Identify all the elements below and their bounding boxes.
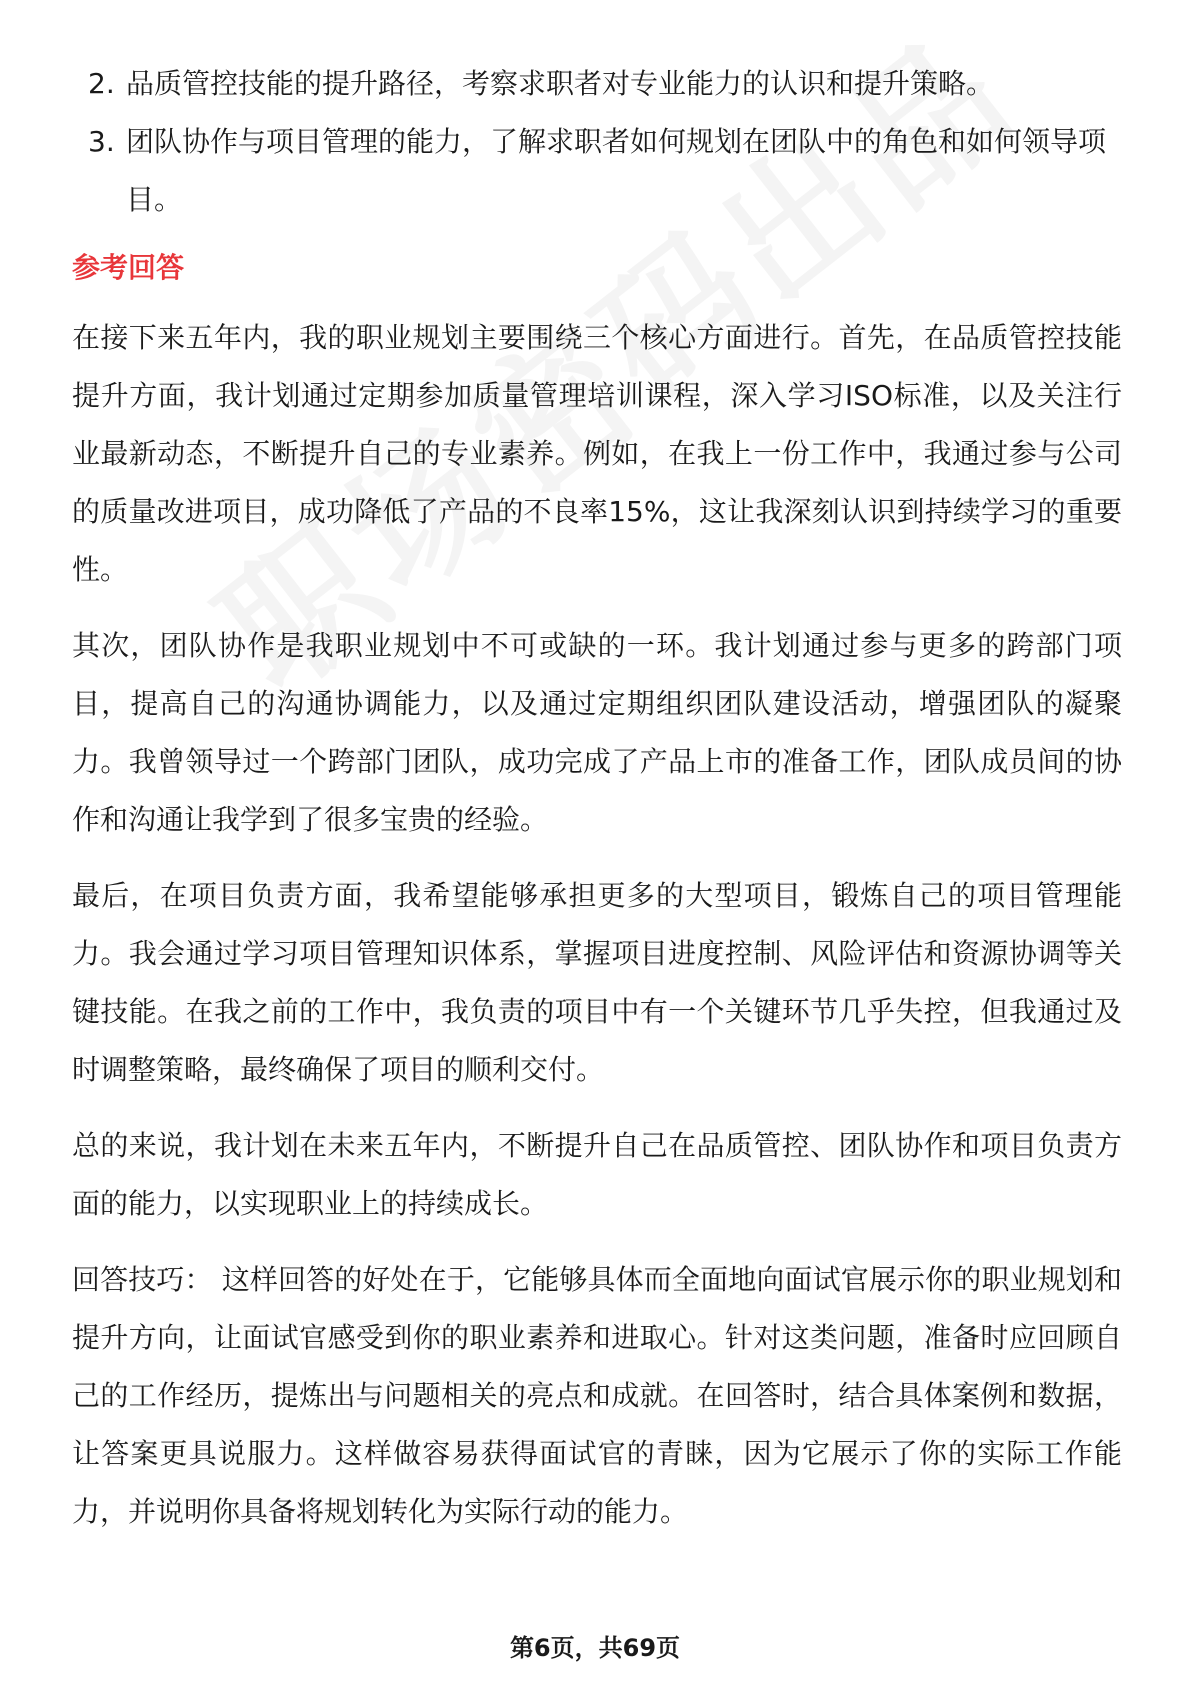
tips-paragraph: 回答技巧： 这样回答的好处在于，它能够具体而全面地向面试官展示你的职业规划和提升方向，让面试官感受到你的职业素养和进取心。针对这类问题，准备时应回顾自己的工作经历，提炼出与问题相关的亮点和成就。在回答时，结合具体案例和数据，让答案更具说服力。这样做容易获得面试官的青睐，因为它展示了你的实际工作能力，并说明你具备将规划转化为实际行动的能力。 <box>72 1263 1122 1528</box>
list-number: 2. <box>88 67 115 100</box>
document-body <box>72 55 1122 1541</box>
list-number: 3. <box>88 125 115 158</box>
list-text: 品质管控技能的提升路径，考察求职者对专业能力的认识和提升策略。 <box>126 67 995 100</box>
answer-paragraph: 其次，团队协作是我职业规划中不可或缺的一环。我计划通过参与更多的跨部门项目，提高自己的沟通协调能力，以及通过定期组织团队建设活动，增强团队的凝聚力。我曾领导过一个跨部门团队，成功完成了产品上市的准备工作，团队成员间的协作和沟通让我学到了很多宝贵的经验。 <box>72 629 1122 836</box>
answer-paragraph: 在接下来五年内，我的职业规划主要围绕三个核心方面进行。首先，在品质管控技能提升方面，我计划通过定期参加质量管理培训课程，深入学习ISO标准，以及关注行业最新动态，不断提升自己的专业素养。例如，在我上一份工作中，我通过参与公司的质量改进项目，成功降低了产品的不良率15%，这让我深刻认识到持续学习的重要性。 <box>72 321 1122 586</box>
list-text: 团队协作与项目管理的能力，了解求职者如何规划在团队中的角色和如何领导项目。 <box>126 125 1107 216</box>
page-number-footer: 第6页，共69页 <box>509 1634 681 1662</box>
section-heading: 参考回答 <box>72 251 185 284</box>
list-item <box>72 113 1122 229</box>
answer-paragraph: 总的来说，我计划在未来五年内，不断提升自己在品质管控、团队协作和项目负责方面的能力，以实现职业上的持续成长。 <box>72 1129 1122 1220</box>
answer-paragraph: 最后，在项目负责方面，我希望能够承担更多的大型项目，锻炼自己的项目管理能力。我会通过学习项目管理知识体系，掌握项目进度控制、风险评估和资源协调等关键技能。在我之前的工作中，我负责的项目中有一个关键环节几乎失控，但我通过及时调整策略，最终确保了项目的顺利交付。 <box>72 879 1122 1086</box>
question-points-list <box>72 55 1122 229</box>
list-item <box>72 55 1122 113</box>
